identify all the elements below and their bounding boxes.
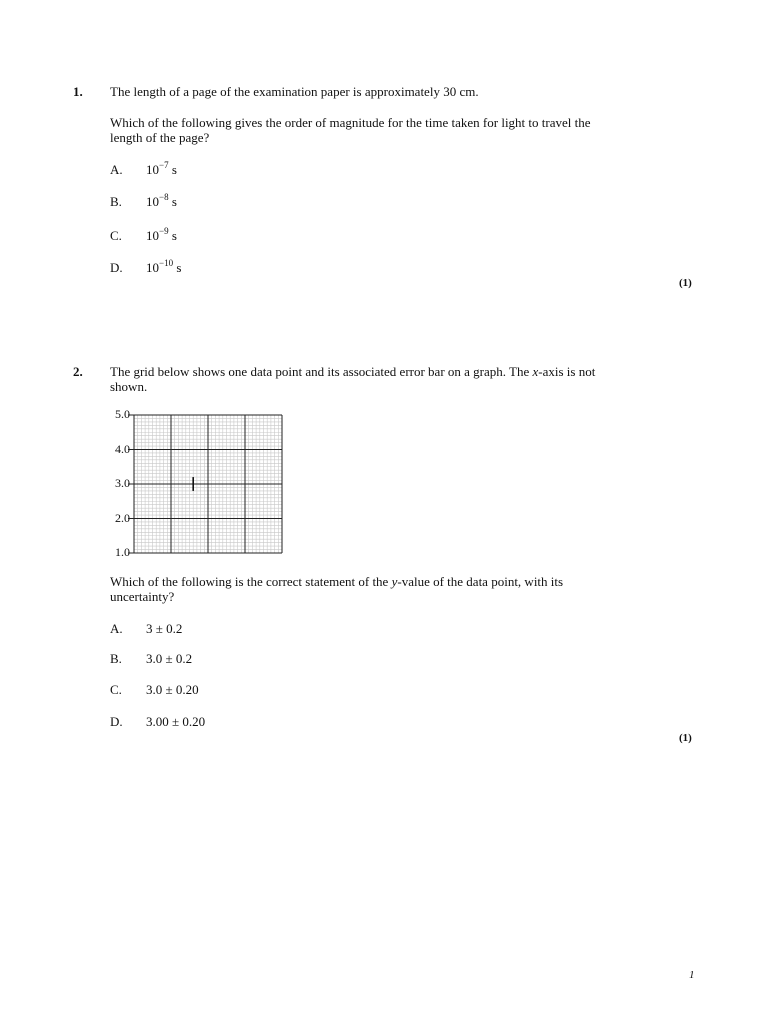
question-1-option-a[interactable] <box>110 159 177 177</box>
question-1-text: The length of a page of the examination paper is approximately 30 cm. <box>110 84 479 99</box>
question-2-number: 2. <box>73 364 83 379</box>
option-exponent: −10 <box>159 257 174 268</box>
question-2-text <box>110 364 595 379</box>
option-label: B. <box>110 651 122 666</box>
question-2-text-b: -axis is not <box>538 364 596 379</box>
option-unit: s <box>168 194 177 209</box>
question-1-option-d[interactable] <box>110 257 182 275</box>
question-2-option-c[interactable] <box>110 682 199 697</box>
question-2-text-line2: shown. <box>110 379 148 394</box>
option-label: C. <box>110 228 122 243</box>
option-label: D. <box>110 714 123 729</box>
option-label: B. <box>110 194 122 209</box>
y-variable: y <box>391 574 398 589</box>
page-number: 1 <box>689 969 695 981</box>
question-1-option-c[interactable] <box>110 225 177 243</box>
option-label: A. <box>110 621 123 636</box>
option-exponent: −8 <box>159 191 169 202</box>
option-base: 10 <box>146 228 159 243</box>
option-unit: s <box>168 162 177 177</box>
option-label: D. <box>110 260 123 275</box>
y-tick-label: 1.0 <box>115 545 130 559</box>
question-2-prompt-a: Which of the following is the correct statement of the <box>110 574 392 589</box>
y-axis-ticks <box>128 415 134 553</box>
y-tick-label: 3.0 <box>115 476 130 490</box>
option-exponent: −7 <box>159 159 169 170</box>
y-tick-label: 2.0 <box>115 511 130 525</box>
error-bar-grid <box>128 410 288 560</box>
option-base: 10 <box>146 194 159 209</box>
question-1-prompt-line1: Which of the following gives the order of magnitude for the time taken for light to travel the <box>110 115 591 130</box>
question-1-marks: (1) <box>679 277 692 289</box>
option-text: 3.0 ± 0.2 <box>146 651 193 666</box>
question-2-prompt-b: -value of the data point, with its <box>397 574 564 589</box>
question-2-option-d[interactable] <box>110 714 205 729</box>
option-unit: s <box>168 228 177 243</box>
x-variable: x <box>532 364 539 379</box>
y-tick-label: 4.0 <box>115 442 130 456</box>
question-2-option-a[interactable] <box>110 621 182 636</box>
question-1-option-b[interactable] <box>110 191 177 209</box>
question-1-number: 1. <box>73 84 83 99</box>
option-base: 10 <box>146 162 159 177</box>
question-2-marks: (1) <box>679 732 692 744</box>
option-label: A. <box>110 162 123 177</box>
y-tick-label: 5.0 <box>115 407 130 421</box>
question-2-text-a: The grid below shows one data point and its associated error bar on a graph. The <box>110 364 533 379</box>
question-2-option-b[interactable] <box>110 651 192 666</box>
question-2-prompt-line2: uncertainty? <box>110 589 175 604</box>
option-exponent: −9 <box>159 225 169 236</box>
question-2-prompt <box>110 574 563 589</box>
option-base: 10 <box>146 260 159 275</box>
option-text: 3 ± 0.2 <box>146 621 183 636</box>
question-1-prompt-line2: length of the page? <box>110 130 210 145</box>
option-text: 3.00 ± 0.20 <box>146 714 206 729</box>
option-label: C. <box>110 682 122 697</box>
option-unit: s <box>173 260 182 275</box>
option-text: 3.0 ± 0.20 <box>146 682 199 697</box>
